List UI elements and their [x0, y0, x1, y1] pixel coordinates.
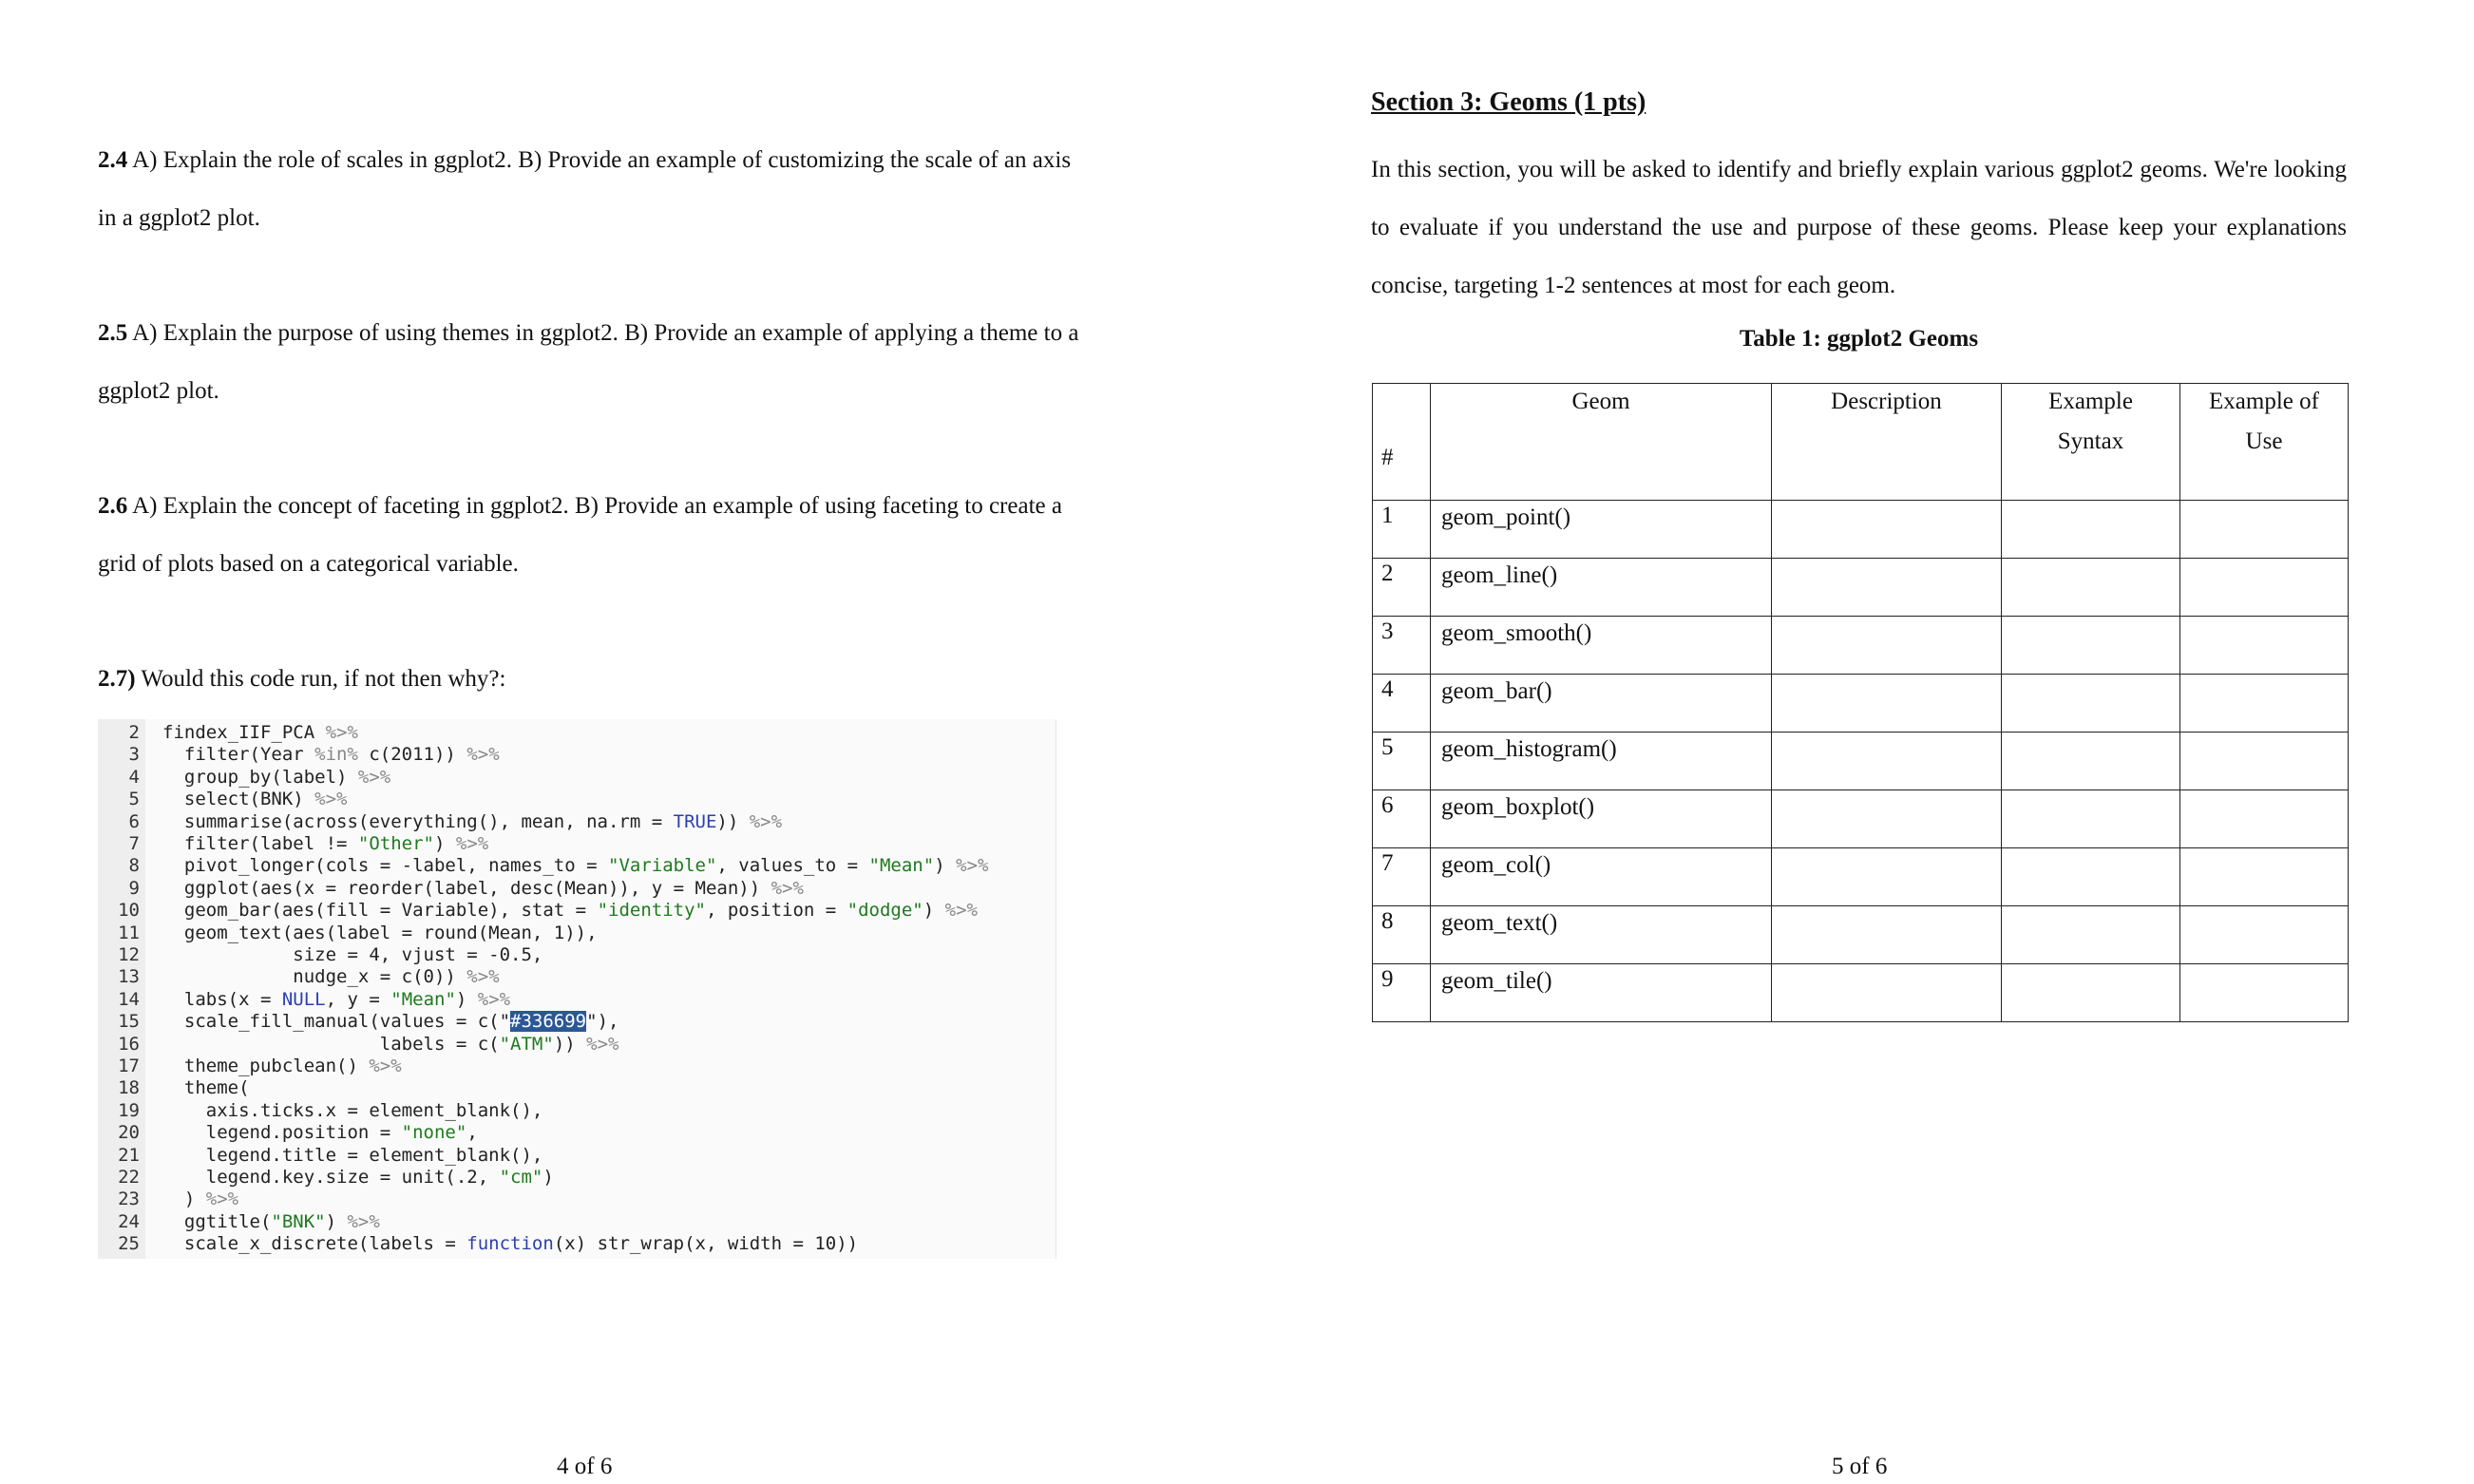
- row-number-cell: [1373, 559, 1431, 617]
- row-number: 7: [1381, 850, 1394, 876]
- line-number: 7: [128, 833, 140, 854]
- row-number: 2: [1381, 561, 1394, 586]
- question-2-7: [98, 650, 1086, 708]
- code-text: ggplot(aes(x = reorder(label, desc(Mean)), y = Mean)) %>%: [162, 877, 804, 899]
- row-geom-name-cell: [1431, 732, 1772, 790]
- code-line: [98, 833, 489, 856]
- header-description-label: Description: [1831, 389, 1942, 414]
- code-text: geom_bar(aes(fill = Variable), stat = "identity", position = "dodge") %>%: [162, 900, 978, 922]
- code-line: [98, 810, 783, 834]
- example-syntax-cell[interactable]: [2002, 964, 2180, 1022]
- code-text: theme(: [162, 1077, 250, 1099]
- code-text: size = 4, vjust = -0.5,: [162, 944, 543, 965]
- line-number: 25: [118, 1233, 140, 1255]
- example-syntax-cell[interactable]: [2002, 501, 2180, 559]
- line-number: 11: [118, 922, 140, 943]
- example-use-cell[interactable]: [2180, 617, 2349, 675]
- description-cell[interactable]: [1772, 617, 2002, 675]
- example-use-cell[interactable]: [2180, 501, 2349, 559]
- table-body: [1373, 501, 2349, 1022]
- example-syntax-cell[interactable]: [2002, 848, 2180, 906]
- code-line: [98, 1099, 543, 1123]
- example-syntax-cell[interactable]: [2002, 732, 2180, 790]
- code-line: [98, 988, 511, 1012]
- header-description: [1772, 384, 2002, 501]
- line-number: 5: [128, 789, 140, 810]
- code-text: legend.position = "none",: [162, 1122, 478, 1144]
- row-number-cell: [1373, 964, 1431, 1022]
- code-text: summarise(across(everything(), mean, na.rm = TRUE)) %>%: [162, 810, 783, 832]
- description-cell[interactable]: [1772, 848, 2002, 906]
- row-number: 3: [1381, 618, 1394, 644]
- code-block: [98, 719, 1056, 1259]
- table-row: [1373, 964, 2349, 1022]
- code-line: [98, 1033, 619, 1056]
- description-cell[interactable]: [1772, 964, 2002, 1022]
- code-line: [98, 900, 978, 923]
- table-header-row: [1373, 384, 2349, 501]
- line-number: 13: [118, 966, 140, 988]
- row-number-cell: [1373, 906, 1431, 964]
- code-text: ggtitle("BNK") %>%: [162, 1210, 380, 1232]
- code-text: scale_fill_manual(values = c("#336699"),: [162, 1011, 619, 1033]
- section-intro: In this section, you will be asked to identify and briefly explain various ggplot2 geoms. We're looking to evaluate if you understand the use and purpose of these geoms. Please keep your explanations concise, targeting 1-2 sentences at most for each geom.: [1371, 157, 2347, 298]
- page-number: 4 of 6: [557, 1454, 613, 1479]
- question-number: 2.5: [98, 320, 128, 346]
- row-number: 1: [1381, 503, 1394, 528]
- code-text: axis.ticks.x = element_blank(),: [162, 1099, 543, 1121]
- example-use-cell[interactable]: [2180, 906, 2349, 964]
- line-number: 18: [118, 1077, 140, 1099]
- code-line: [98, 1144, 543, 1168]
- table-row: [1373, 732, 2349, 790]
- code-line: [98, 744, 500, 767]
- example-use-cell[interactable]: [2180, 675, 2349, 732]
- line-number: 19: [118, 1099, 140, 1121]
- line-number: 22: [118, 1167, 140, 1188]
- question-2-6: [98, 477, 1086, 593]
- example-use-cell[interactable]: [2180, 964, 2349, 1022]
- code-line: [98, 722, 358, 745]
- line-number: 20: [118, 1122, 140, 1144]
- description-cell[interactable]: [1772, 790, 2002, 848]
- example-use-cell[interactable]: [2180, 732, 2349, 790]
- line-number: 10: [118, 900, 140, 922]
- code-line: [98, 1077, 250, 1100]
- line-number: 6: [128, 810, 140, 832]
- code-text: findex_IIF_PCA %>%: [162, 722, 358, 743]
- description-cell[interactable]: [1772, 906, 2002, 964]
- table-row: [1373, 559, 2349, 617]
- table-caption: Table 1: ggplot2 Geoms: [1739, 326, 1979, 352]
- row-number-cell: [1373, 617, 1431, 675]
- header-geom-label: Geom: [1571, 389, 1630, 414]
- row-geom-name-cell: [1431, 964, 1772, 1022]
- question-text: A) Explain the role of scales in ggplot2. B) Provide an example of customizing the scale of an axis in a ggplot2 plot.: [98, 147, 1072, 231]
- code-line: [98, 944, 543, 967]
- line-number: 3: [128, 744, 140, 766]
- code-text: filter(label != "Other") %>%: [162, 833, 489, 854]
- header-example-use: [2180, 384, 2349, 501]
- question-text: A) Explain the purpose of using themes in ggplot2. B) Provide an example of applying a theme to a ggplot2 plot.: [98, 320, 1079, 404]
- description-cell[interactable]: [1772, 732, 2002, 790]
- row-geom-name: geom_histogram(): [1441, 736, 1617, 762]
- row-number-cell: [1373, 501, 1431, 559]
- line-number: 2: [128, 722, 140, 743]
- table-row: [1373, 617, 2349, 675]
- code-line: [98, 1011, 619, 1034]
- table-row: [1373, 848, 2349, 906]
- row-geom-name: geom_point(): [1441, 504, 1571, 530]
- row-geom-name-cell: [1431, 501, 1772, 559]
- code-line: [98, 966, 500, 989]
- header-use-line1: Example of: [2209, 389, 2319, 414]
- code-line: [98, 855, 989, 878]
- example-syntax-cell[interactable]: [2002, 790, 2180, 848]
- example-syntax-cell[interactable]: [2002, 559, 2180, 617]
- question-number: 2.7): [98, 666, 136, 692]
- code-line: [98, 1233, 859, 1256]
- row-number: 9: [1381, 966, 1394, 992]
- highlighted-selection: #336699: [510, 1011, 587, 1033]
- code-text: geom_text(aes(label = round(Mean, 1)),: [162, 922, 598, 943]
- row-geom-name-cell: [1431, 848, 1772, 906]
- line-number: 14: [118, 988, 140, 1010]
- code-line: [98, 766, 391, 790]
- row-geom-name: geom_col(): [1441, 852, 1551, 878]
- row-number: 8: [1381, 908, 1394, 934]
- row-number: 6: [1381, 792, 1394, 818]
- example-use-cell[interactable]: [2180, 790, 2349, 848]
- section-title: Section 3: Geoms (1 pts): [1371, 87, 1646, 117]
- row-geom-name-cell: [1431, 790, 1772, 848]
- code-text: labs(x = NULL, y = "Mean") %>%: [162, 988, 511, 1010]
- description-cell[interactable]: [1772, 675, 2002, 732]
- line-number: 16: [118, 1033, 140, 1055]
- line-number: 23: [118, 1189, 140, 1210]
- example-use-cell[interactable]: [2180, 848, 2349, 906]
- code-line: [98, 1167, 554, 1189]
- description-cell[interactable]: [1772, 559, 2002, 617]
- row-number-cell: [1373, 790, 1431, 848]
- question-text: A) Explain the concept of faceting in ggplot2. B) Provide an example of using faceting to create a grid of plots based on a categorical variable.: [98, 493, 1062, 577]
- code-line: [98, 1122, 478, 1145]
- code-line: [98, 877, 804, 901]
- row-geom-name: geom_smooth(): [1441, 620, 1592, 646]
- code-line: [98, 1210, 380, 1234]
- row-geom-name-cell: [1431, 559, 1772, 617]
- row-geom-name-cell: [1431, 617, 1772, 675]
- code-text: labels = c("ATM")) %>%: [162, 1033, 619, 1055]
- right-page: [1237, 0, 2474, 1484]
- code-text: filter(Year %in% c(2011)) %>%: [162, 744, 500, 766]
- line-number: 9: [128, 877, 140, 899]
- header-geom: [1431, 384, 1772, 501]
- example-syntax-cell[interactable]: [2002, 617, 2180, 675]
- row-number: 4: [1381, 676, 1394, 702]
- question-text: Would this code run, if not then why?:: [135, 666, 506, 692]
- line-number: 8: [128, 855, 140, 877]
- row-number-cell: [1373, 675, 1431, 732]
- line-number: 21: [118, 1144, 140, 1166]
- code-text: scale_x_discrete(labels = function(x) str_wrap(x, width = 10)): [162, 1233, 859, 1255]
- code-line: [98, 922, 598, 945]
- code-text: nudge_x = c(0)) %>%: [162, 966, 500, 988]
- example-use-cell[interactable]: [2180, 559, 2349, 617]
- line-number: 24: [118, 1210, 140, 1232]
- table-row: [1373, 790, 2349, 848]
- header-num-label: #: [1381, 445, 1394, 470]
- code-line: [98, 1056, 402, 1078]
- code-text: group_by(label) %>%: [162, 766, 391, 788]
- code-text: legend.key.size = unit(.2, "cm"): [162, 1167, 554, 1188]
- header-syntax-line2: Syntax: [2057, 428, 2124, 454]
- row-geom-name: geom_bar(): [1441, 678, 1552, 704]
- line-number: 4: [128, 766, 140, 788]
- question-number: 2.6: [98, 493, 128, 519]
- table-row: [1373, 906, 2349, 964]
- code-text: select(BNK) %>%: [162, 789, 348, 810]
- line-number: 17: [118, 1056, 140, 1076]
- row-number: 5: [1381, 734, 1394, 760]
- header-syntax-line1: Example: [2048, 389, 2133, 414]
- line-number: 12: [118, 944, 140, 965]
- question-number: 2.4: [98, 147, 128, 173]
- example-syntax-cell[interactable]: [2002, 906, 2180, 964]
- code-text: legend.title = element_blank(),: [162, 1144, 543, 1166]
- row-number-cell: [1373, 848, 1431, 906]
- row-geom-name: geom_boxplot(): [1441, 794, 1595, 820]
- row-geom-name-cell: [1431, 675, 1772, 732]
- row-geom-name: geom_tile(): [1441, 968, 1552, 994]
- code-text: ) %>%: [162, 1189, 239, 1210]
- header-use-line2: Use: [2245, 428, 2283, 454]
- header-num: [1373, 384, 1431, 501]
- question-2-4: [98, 131, 1086, 247]
- code-text: theme_pubclean() %>%: [162, 1056, 402, 1076]
- geoms-table: [1372, 383, 2349, 1022]
- page-number: 5 of 6: [1832, 1454, 1888, 1479]
- code-text: pivot_longer(cols = -label, names_to = "Variable", values_to = "Mean") %>%: [162, 855, 989, 877]
- question-2-5: [98, 304, 1086, 420]
- table-row: [1373, 675, 2349, 732]
- code-line: [98, 789, 348, 811]
- example-syntax-cell[interactable]: [2002, 675, 2180, 732]
- table-row: [1373, 501, 2349, 559]
- line-number: 15: [118, 1011, 140, 1033]
- row-number-cell: [1373, 732, 1431, 790]
- row-geom-name-cell: [1431, 906, 1772, 964]
- row-geom-name: geom_text(): [1441, 910, 1558, 936]
- code-line: [98, 1189, 239, 1211]
- header-example-syntax: [2002, 384, 2180, 501]
- row-geom-name: geom_line(): [1441, 562, 1558, 588]
- description-cell[interactable]: [1772, 501, 2002, 559]
